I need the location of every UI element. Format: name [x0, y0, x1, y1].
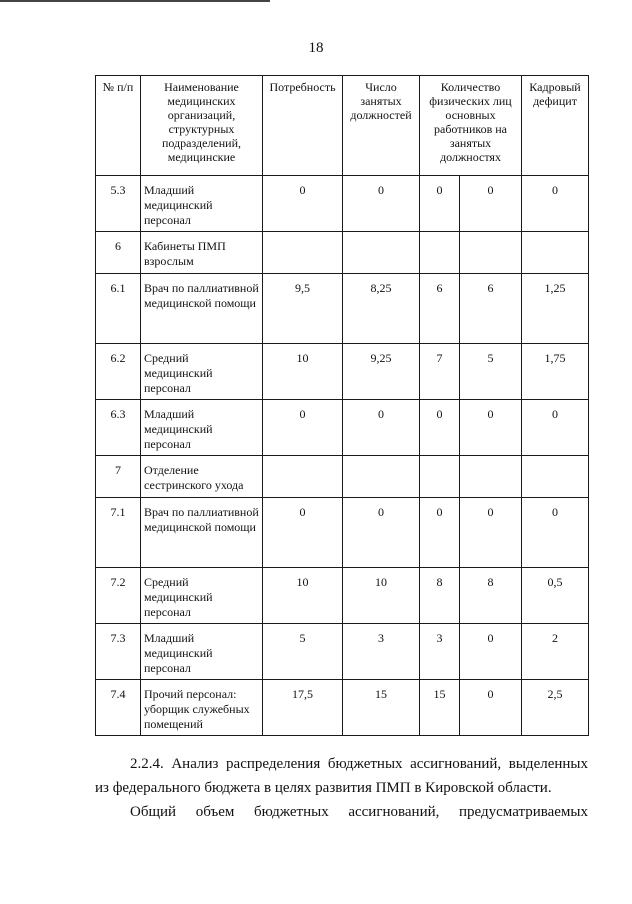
row-deficit	[522, 456, 589, 498]
row-persons-b: 0	[460, 176, 522, 232]
row-persons-a	[420, 456, 460, 498]
row-persons-b: 0	[460, 400, 522, 456]
paragraph-heading-line: 2.2.4. Анализ распределения бюджетных ассигнований, выделенных	[130, 756, 588, 772]
table-row	[96, 456, 589, 498]
row-need	[263, 232, 343, 274]
row-num: 7.3	[96, 624, 141, 680]
header-num: № п/п	[96, 76, 141, 176]
row-persons-b: 0	[460, 624, 522, 680]
row-num: 7.1	[96, 498, 141, 568]
row-num: 7.2	[96, 568, 141, 624]
row-num: 7.4	[96, 680, 141, 736]
row-deficit: 2	[522, 624, 589, 680]
paragraph-heading-line-2: из федерального бюджета в целях развития ПМП в Кировской области.	[95, 780, 552, 796]
row-need: 0	[263, 498, 343, 568]
row-name: Младший медицинский персонал	[141, 400, 263, 456]
row-persons-a: 7	[420, 344, 460, 400]
row-name: Средний медицинский персонал	[141, 344, 263, 400]
row-persons-a: 0	[420, 498, 460, 568]
row-persons-b: 5	[460, 344, 522, 400]
row-num: 6.3	[96, 400, 141, 456]
header-positions: Число занятых должностей	[343, 76, 420, 176]
row-positions: 3	[343, 624, 420, 680]
row-positions: 10	[343, 568, 420, 624]
row-positions: 0	[343, 498, 420, 568]
row-name: Отделение сестринского ухода	[141, 456, 263, 498]
header-persons: Количество физических лиц основных работников на занятых должностях	[420, 76, 522, 176]
header-need: Потребность	[263, 76, 343, 176]
row-name: Кабинеты ПМП взрослым	[141, 232, 263, 274]
row-need: 0	[263, 176, 343, 232]
row-need: 9,5	[263, 274, 343, 344]
row-num: 7	[96, 456, 141, 498]
row-persons-b	[460, 232, 522, 274]
row-persons-a: 6	[420, 274, 460, 344]
row-num: 6.1	[96, 274, 141, 344]
table-header-row	[96, 76, 589, 176]
row-name: Врач по паллиативной медицинской помощи	[141, 498, 263, 568]
row-need	[263, 456, 343, 498]
header-deficit: Кадровый дефицит	[522, 76, 589, 176]
table-row	[96, 232, 589, 274]
table-row	[96, 344, 589, 400]
row-persons-b	[460, 456, 522, 498]
row-positions: 15	[343, 680, 420, 736]
top-rule	[0, 0, 270, 2]
row-name: Прочий персонал: уборщик служебных помещений	[141, 680, 263, 736]
staffing-table	[95, 75, 589, 736]
row-persons-b: 8	[460, 568, 522, 624]
row-positions: 0	[343, 176, 420, 232]
row-need: 10	[263, 568, 343, 624]
row-name: Врач по паллиативной медицинской помощи	[141, 274, 263, 344]
row-persons-a: 8	[420, 568, 460, 624]
row-persons-a: 3	[420, 624, 460, 680]
row-num: 6.2	[96, 344, 141, 400]
row-positions	[343, 232, 420, 274]
row-name: Младший медицинский персонал	[141, 176, 263, 232]
row-need: 10	[263, 344, 343, 400]
row-deficit: 0	[522, 498, 589, 568]
row-deficit: 1,25	[522, 274, 589, 344]
row-persons-a: 0	[420, 400, 460, 456]
row-need: 17,5	[263, 680, 343, 736]
table-row	[96, 624, 589, 680]
row-persons-b: 0	[460, 498, 522, 568]
row-persons-a: 15	[420, 680, 460, 736]
row-name: Младший медицинский персонал	[141, 624, 263, 680]
page-number: 18	[308, 40, 324, 56]
paragraph-body-line: Общий объем бюджетных ассигнований, предусматриваемых	[130, 804, 588, 820]
table-row	[96, 498, 589, 568]
row-deficit: 0	[522, 400, 589, 456]
table-row	[96, 680, 589, 736]
row-deficit: 1,75	[522, 344, 589, 400]
table-row	[96, 568, 589, 624]
row-positions: 0	[343, 400, 420, 456]
row-persons-a	[420, 232, 460, 274]
row-positions	[343, 456, 420, 498]
table-row	[96, 274, 589, 344]
row-deficit: 0	[522, 176, 589, 232]
row-name: Средний медицинский персонал	[141, 568, 263, 624]
row-num: 6	[96, 232, 141, 274]
row-persons-a: 0	[420, 176, 460, 232]
table-row	[96, 176, 589, 232]
row-positions: 9,25	[343, 344, 420, 400]
row-num: 5.3	[96, 176, 141, 232]
row-need: 5	[263, 624, 343, 680]
table-row	[96, 400, 589, 456]
row-positions: 8,25	[343, 274, 420, 344]
row-persons-b: 6	[460, 274, 522, 344]
row-need: 0	[263, 400, 343, 456]
row-deficit	[522, 232, 589, 274]
row-persons-b: 0	[460, 680, 522, 736]
row-deficit: 0,5	[522, 568, 589, 624]
header-name: Наименование медицинских организаций, структурных подразделений, медицинские	[141, 76, 263, 176]
row-deficit: 2,5	[522, 680, 589, 736]
